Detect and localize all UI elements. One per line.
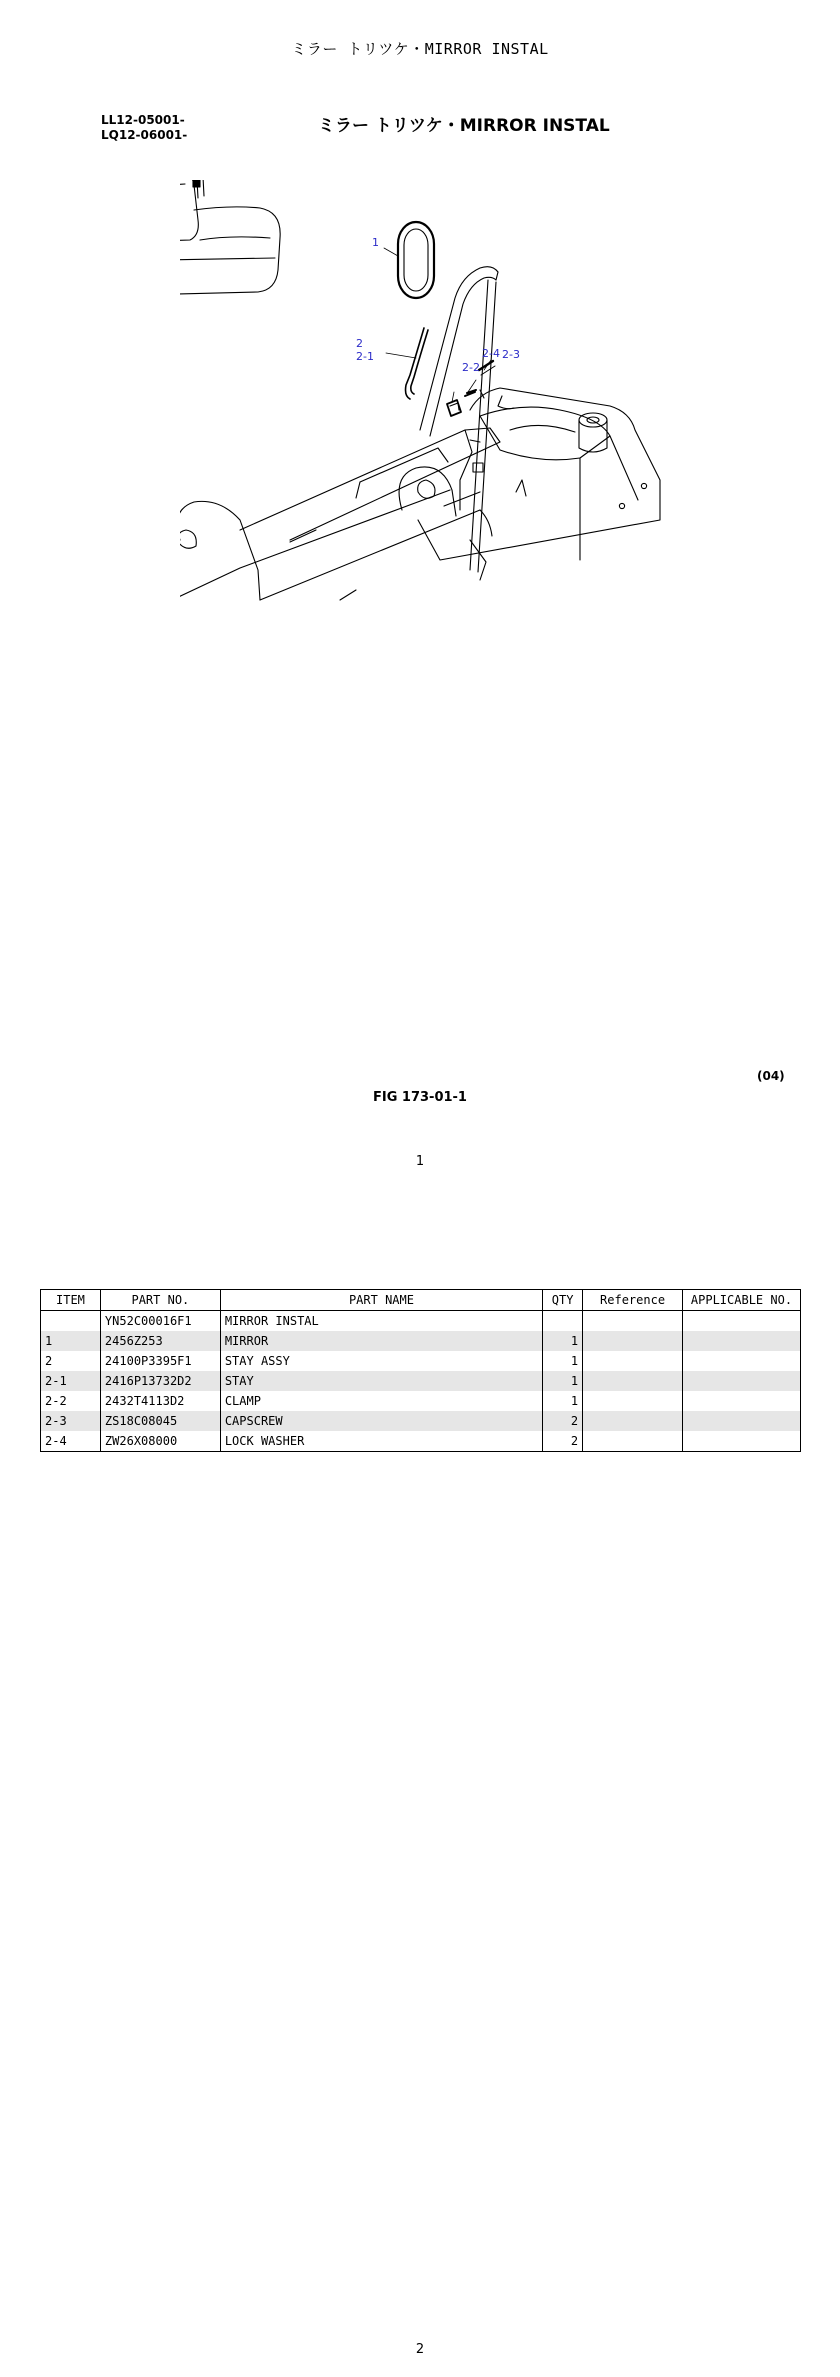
cell-item: 2: [41, 1351, 101, 1371]
lower-boom: [180, 490, 492, 600]
revision-code: (04): [757, 1069, 785, 1083]
cell-part-name: LOCK WASHER: [220, 1431, 542, 1452]
cell-part-name: STAY ASSY: [220, 1351, 542, 1371]
col-applicable-no: APPLICABLE NO.: [682, 1290, 800, 1311]
table-row: [41, 1331, 801, 1351]
cell-part-name: MIRROR INSTAL: [220, 1311, 542, 1332]
cell-part-no: 2456Z253: [100, 1331, 220, 1351]
cell-qty: 1: [543, 1351, 583, 1371]
serial-lq: LQ12-06001-: [101, 128, 188, 142]
cell-qty: [543, 1311, 583, 1332]
figure-title: ミラー トリツケ・MIRROR INSTAL: [318, 116, 610, 136]
cell-reference: [583, 1411, 683, 1431]
cell-qty: 2: [543, 1431, 583, 1452]
cell-reference: [583, 1371, 683, 1391]
table-row: [41, 1391, 801, 1411]
cell-reference: [583, 1391, 683, 1411]
mirror-install-illustration: [180, 180, 740, 650]
callout-2-2: 2-2: [462, 361, 480, 374]
cell-part-name: MIRROR: [220, 1331, 542, 1351]
sheet-number: 1: [415, 1154, 425, 1169]
cell-item: 2-4: [41, 1431, 101, 1452]
cell-part-no: ZS18C08045: [100, 1411, 220, 1431]
stay-part: [406, 328, 429, 399]
serial-ll: LL12-05001-: [101, 113, 185, 127]
cell-part-no: 2432T4113D2: [100, 1391, 220, 1411]
table-row: [41, 1371, 801, 1391]
cell-reference: [583, 1331, 683, 1351]
callout-1: 1: [372, 236, 379, 249]
cell-applicable: [682, 1371, 800, 1391]
page-header-title: ミラー トリツケ・MIRROR INSTAL: [291, 40, 549, 58]
cell-part-no: YN52C00016F1: [100, 1311, 220, 1332]
cell-applicable: [682, 1311, 800, 1332]
cell-part-no: ZW26X08000: [100, 1431, 220, 1452]
cell-applicable: [682, 1331, 800, 1351]
cell-reference: [583, 1431, 683, 1452]
col-reference: Reference: [583, 1290, 683, 1311]
cell-part-no: 2416P13732D2: [100, 1371, 220, 1391]
callout-labels: [356, 236, 520, 374]
cell-reference: [583, 1311, 683, 1332]
cell-applicable: [682, 1431, 800, 1452]
col-part-name: PART NAME: [220, 1290, 542, 1311]
callout-2-4: 2-4: [482, 347, 500, 360]
col-part-no: PART NO.: [100, 1290, 220, 1311]
table-row: [41, 1351, 801, 1371]
callout-2-1: 2-1: [356, 350, 374, 363]
cell-part-no: 24100P3395F1: [100, 1351, 220, 1371]
cell-item: 2-2: [41, 1391, 101, 1411]
handrail: [420, 267, 498, 572]
cell-applicable: [682, 1391, 800, 1411]
parts-table: [40, 1289, 801, 1452]
cell-applicable: [682, 1411, 800, 1431]
table-row: [41, 1431, 801, 1452]
cell-reference: [583, 1351, 683, 1371]
cell-item: 2-1: [41, 1371, 101, 1391]
cell-qty: 1: [543, 1391, 583, 1411]
cell-part-name: CLAMP: [220, 1391, 542, 1411]
cell-applicable: [682, 1351, 800, 1371]
figure-number: FIG 173-01-1: [373, 1090, 467, 1105]
serial-range: [101, 113, 187, 143]
table-header-row: [41, 1290, 801, 1311]
cell-qty: 2: [543, 1411, 583, 1431]
table-row: [41, 1411, 801, 1431]
cell-part-name: CAPSCREW: [220, 1411, 542, 1431]
cell-item: [41, 1311, 101, 1332]
table-row: [41, 1311, 801, 1332]
cell-qty: 1: [543, 1371, 583, 1391]
cell-item: 1: [41, 1331, 101, 1351]
cell-item: 2-3: [41, 1411, 101, 1431]
page-number: 2: [415, 2342, 425, 2357]
callout-2: 2: [356, 337, 363, 350]
callout-2-3: 2-3: [502, 348, 520, 361]
col-item: ITEM: [41, 1290, 101, 1311]
col-qty: QTY: [543, 1290, 583, 1311]
cell-qty: 1: [543, 1331, 583, 1351]
mirror-part: [398, 222, 434, 298]
cell-part-name: STAY: [220, 1371, 542, 1391]
seat-inset: [180, 180, 280, 294]
